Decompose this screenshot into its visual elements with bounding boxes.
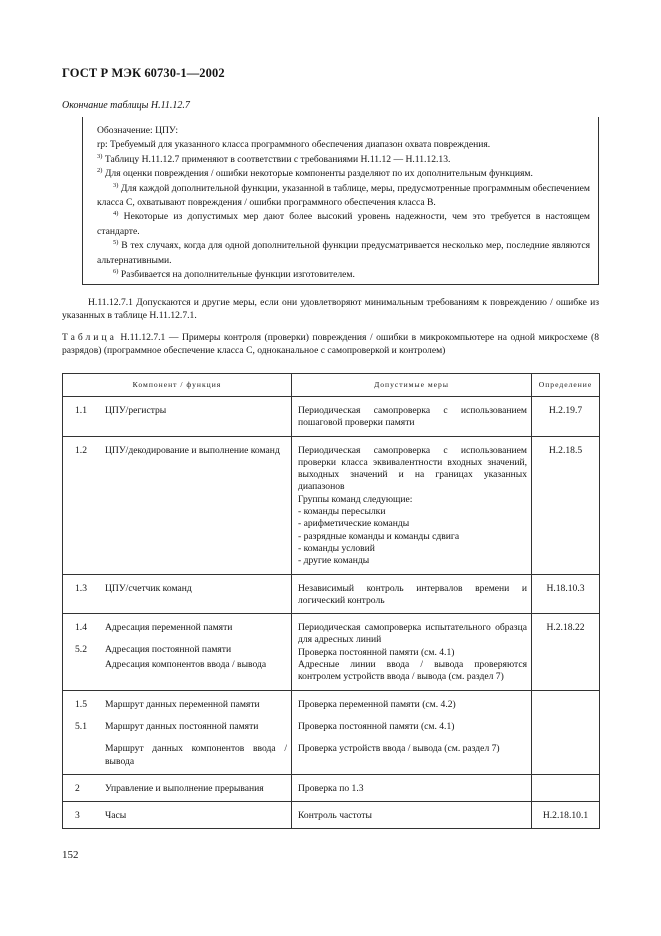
note-text: Разбивается на дополнительные функции изготовителем.: [118, 269, 355, 281]
measure-line: Проверка устройств ввода / вывода (см. раздел 7): [298, 743, 500, 755]
measure-line: Периодическая самопроверка испытательного образца для адресных линий: [298, 622, 527, 646]
component-item: [75, 783, 287, 795]
component-item: [75, 622, 287, 634]
component-item: [75, 644, 287, 656]
measure-line: - команды условий: [298, 542, 375, 554]
component-number: 3: [75, 810, 80, 822]
component-cell: [63, 614, 292, 690]
table-header-row: [63, 374, 600, 397]
measures-cell: [292, 774, 532, 801]
component-cell: [63, 774, 292, 801]
component-item: [75, 445, 287, 457]
component-number: 5.1: [75, 720, 87, 732]
component-number: 1.1: [75, 405, 87, 416]
measures-cell: [292, 397, 532, 437]
note-line: [97, 182, 590, 211]
definition-cell: Н.2.18.10.1: [532, 802, 600, 829]
note-line: [97, 268, 590, 282]
table-row: [63, 690, 600, 774]
component-cell: [63, 436, 292, 574]
note-text: В тех случаях, когда для одной дополнительной функции предусматривается несколько мер, последние являются альтернативными.: [97, 240, 590, 266]
component-name: Управление и выполнение прерывания: [105, 782, 264, 794]
component-item: [75, 405, 287, 417]
component-cell: [63, 574, 292, 614]
component-item: [75, 721, 287, 733]
note-footnote-mark: 3): [97, 152, 103, 160]
measures-cell: [292, 614, 532, 690]
component-cell: [63, 397, 292, 437]
note-text: Некоторые из допустимых мер дают более высокий уровень надежности, чем это требуется в настоящем стандарте.: [97, 211, 590, 237]
table-row: [63, 614, 600, 690]
component-number: 1.3: [75, 582, 87, 594]
table-continuation-label: Окончание таблицы Н.11.12.7: [62, 100, 190, 111]
component-number: 5.2: [75, 644, 87, 656]
component-name: ЦПУ/декодирование и выполнение команд: [105, 444, 280, 456]
component-cell: [63, 690, 292, 774]
measures-cell: [292, 574, 532, 614]
table-notes-box: [82, 117, 599, 285]
definition-cell: Н.2.18.22: [532, 614, 600, 690]
page-number: 152: [62, 849, 79, 861]
table-row: [63, 436, 600, 574]
table-row: [63, 397, 600, 437]
component-number: [75, 659, 105, 671]
note-footnote-mark: 2): [97, 167, 103, 175]
table-row: [63, 774, 600, 801]
component-number: [75, 743, 105, 768]
measure-line: Проверка постоянной памяти (см. 4.1): [298, 720, 455, 732]
note-line: [97, 153, 590, 167]
note-line: [97, 167, 590, 181]
measure-line: Адресные линии ввода / вывода проверяются контролем устройств ввода / вывода (см. раздел 7): [298, 659, 527, 683]
table-caption-text: Н.11.12.7.1 — Примеры контроля (проверки) повреждения / ошибки в микрокомпьютере на одной микросхеме (8 разрядов) (программное обеспечение класса С, одноканальное с самопроверкой и контролем): [62, 332, 599, 356]
component-item: [75, 810, 287, 822]
component-number: 2: [75, 782, 80, 794]
definition-cell: [532, 690, 600, 774]
note-text: Для оценки повреждения / ошибки некоторые компоненты разделяют по их дополнительным функциям.: [102, 168, 533, 180]
component-item: [75, 699, 287, 711]
header-component: Компонент / функция: [63, 374, 292, 397]
notes-list: [97, 124, 590, 282]
note-line: [97, 138, 590, 152]
measure-line: Группы команд следующие:: [298, 493, 413, 505]
note-footnote-mark: 4): [113, 210, 119, 218]
component-name: Адресация компонентов ввода / вывода: [105, 658, 267, 670]
standard-header: ГОСТ Р МЭК 60730-1—2002: [62, 66, 225, 80]
measure-line: Периодическая самопроверка с использованием проверки класса эквивалентности входных значений, выходных значений и на границах указанных диапазонов: [298, 444, 527, 493]
measure-line: Проверка постоянной памяти (см. 4.1): [298, 646, 455, 658]
measures-cell: [292, 690, 532, 774]
measure-line: - разрядные команды и команды сдвига: [298, 530, 460, 542]
table-caption-label: Таблица: [62, 332, 117, 343]
definition-cell: Н.2.18.5: [532, 436, 600, 574]
measure-line: Периодическая самопроверка с использованием пошаговой проверки памяти: [298, 405, 527, 429]
component-item: [75, 743, 287, 768]
measure-line: - команды пересылки: [298, 506, 386, 518]
component-cell: [63, 802, 292, 829]
header-definition: Определение: [532, 374, 600, 397]
measures-cell: [292, 802, 532, 829]
component-name: Маршрут данных переменной памяти: [105, 698, 260, 710]
table-row: [63, 574, 600, 614]
component-number: 1.5: [75, 698, 87, 710]
note-footnote-mark: 3): [113, 181, 119, 189]
measure-line: Независимый контроль интервалов времени и логический контроль: [298, 582, 527, 606]
note-line: [97, 210, 590, 239]
definition-cell: Н.18.10.3: [532, 574, 600, 614]
measure-line: - арифметические команды: [298, 518, 410, 530]
measure-line: Контроль частоты: [298, 810, 372, 822]
measures-cell: [292, 436, 532, 574]
component-name: ЦПУ/регистры: [105, 405, 167, 416]
note-text: Обозначение: ЦПУ:: [97, 125, 179, 136]
note-line: [97, 239, 590, 268]
measure-line: Проверка переменной памяти (см. 4.2): [298, 698, 456, 710]
component-item: [75, 659, 287, 671]
definition-cell: [532, 774, 600, 801]
component-number: 1.4: [75, 622, 87, 634]
note-text: Таблицу Н.11.12.7 применяют в соответствии с требованиями Н.11.12 — Н.11.12.13.: [102, 153, 451, 165]
component-name: ЦПУ/счетчик команд: [105, 582, 192, 594]
component-name: Маршрут данных постоянной памяти: [105, 720, 259, 732]
component-item: [75, 583, 287, 595]
component-name: Адресация переменной памяти: [105, 622, 233, 634]
measures-table: [62, 373, 600, 829]
definition-cell: Н.2.19.7: [532, 397, 600, 437]
clause-paragraph: Н.11.12.7.1 Допускаются и другие меры, если они удовлетворяют минимальным требованиям к повреждению / ошибке из указанных в таблице Н.11.12.7.1.: [62, 297, 599, 321]
note-text: rр: Требуемый для указанного класса программного обеспечения диапазон охвата повреждения.: [97, 139, 491, 151]
measure-line: - другие команды: [298, 555, 370, 567]
note-text: Для каждой дополнительной функции, указанной в таблице, меры, предусмотренные программным обеспечением класса С, охватывают повреждения / ошибки программного обеспечения класса В.: [97, 182, 590, 209]
component-name: Адресация постоянной памяти: [105, 644, 232, 656]
table-body: [63, 397, 600, 829]
component-name: Часы: [105, 810, 127, 822]
note-line: [97, 124, 590, 138]
table-row: [63, 802, 600, 829]
component-number: 1.2: [75, 444, 87, 456]
component-name: Маршрут данных компонентов ввода / вывода: [105, 743, 287, 767]
table-caption: [62, 331, 599, 357]
note-footnote-mark: 5): [113, 239, 119, 247]
header-measures: Допустимые меры: [292, 374, 532, 397]
measure-line: Проверка по 1.3: [298, 782, 364, 794]
note-footnote-mark: 6): [113, 267, 119, 275]
